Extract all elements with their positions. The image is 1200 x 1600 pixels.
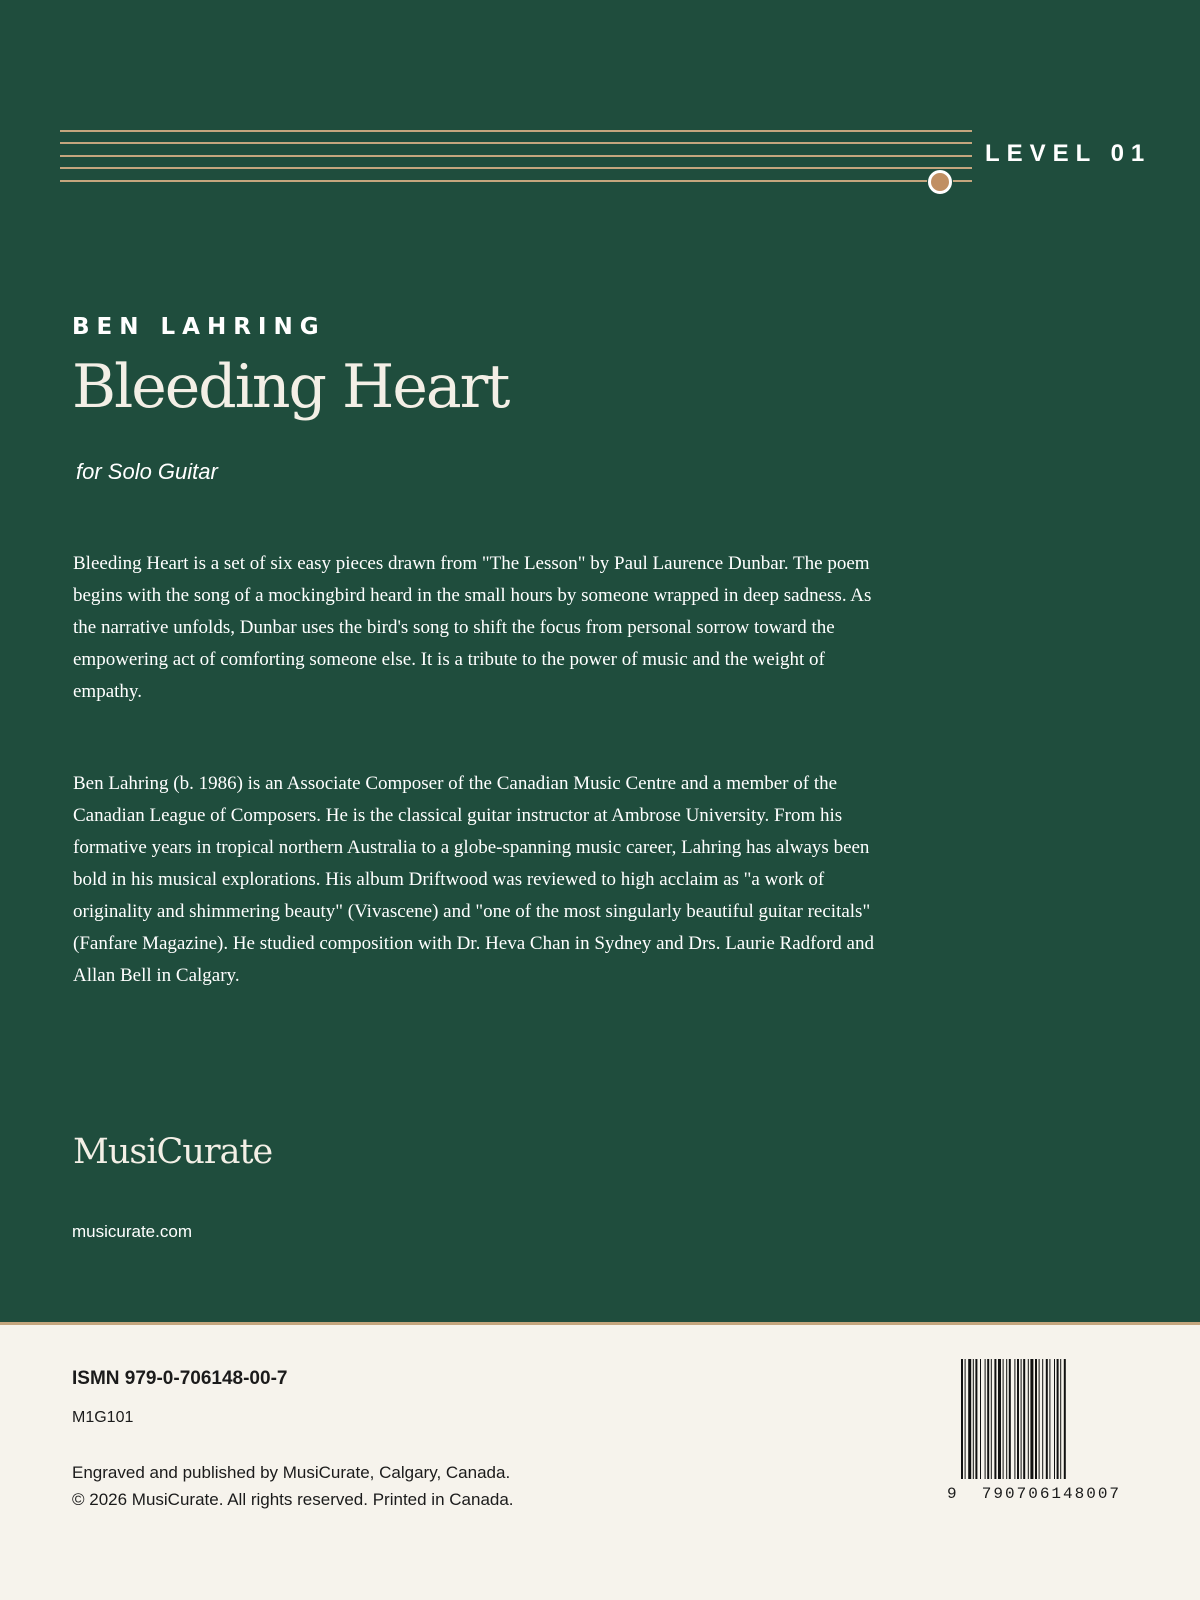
copyright-notice: © 2026 MusiCurate. All rights reserved. Printed in Canada.: [72, 1490, 514, 1509]
product-code: M1G101: [72, 1409, 134, 1426]
staff-line: [60, 130, 972, 132]
staff-line: [60, 180, 972, 182]
publisher-credit: Engraved and published by MusiCurate, Calgary, Canada.: [72, 1463, 511, 1482]
staff-decoration: [60, 130, 972, 190]
publisher-logo: MusiCurate: [73, 1132, 273, 1172]
barcode-icon: [961, 1359, 1121, 1479]
page-title: Bleeding Heart: [72, 352, 509, 422]
bio-paragraph: Ben Lahring (b. 1986) is an Associate Composer of the Canadian Music Centre and a member of the Canadian League of Composers. He is the classical guitar instructor at Ambrose University. From his formative years in tropical northern Australia to a globe-spanning music career, Lahring has always been bold in his musical explorations. His album Driftwood was reviewed to high acclaim as "a work of originality and shimmering beauty" (Vivascene) and "one of the most singularly beautiful guitar recitals" (Fanfare Magazine). He studied composition with Dr. Heva Chan in Sydney and Drs. Laurie Radford and Allan Bell in Calgary.: [73, 773, 874, 986]
description-paragraph: Bleeding Heart is a set of six easy pieces drawn from "The Lesson" by Paul Laurence Dunbar. The poem begins with the song of a mockingbird heard in the small hours by someone wrapped in deep sadness. As the narrative unfolds, Dunbar uses the bird's song to shift the focus from personal sorrow toward the empowering act of comforting someone else. It is a tribute to the power of music and the weight of empathy.: [73, 553, 872, 702]
barcode-digits: 9 790706148007: [947, 1485, 1122, 1503]
level-label: LEVEL 01: [985, 140, 1152, 167]
staff-line: [60, 167, 972, 169]
composer-name: BEN LAHRING: [72, 314, 326, 340]
staff-line: [60, 142, 972, 144]
publisher-website: musicurate.com: [72, 1222, 192, 1241]
subtitle: for Solo Guitar: [76, 459, 218, 484]
staff-line: [60, 155, 972, 157]
note-icon: [928, 170, 952, 194]
isbn-label: ISMN 979-0-706148-00-7: [72, 1368, 288, 1389]
